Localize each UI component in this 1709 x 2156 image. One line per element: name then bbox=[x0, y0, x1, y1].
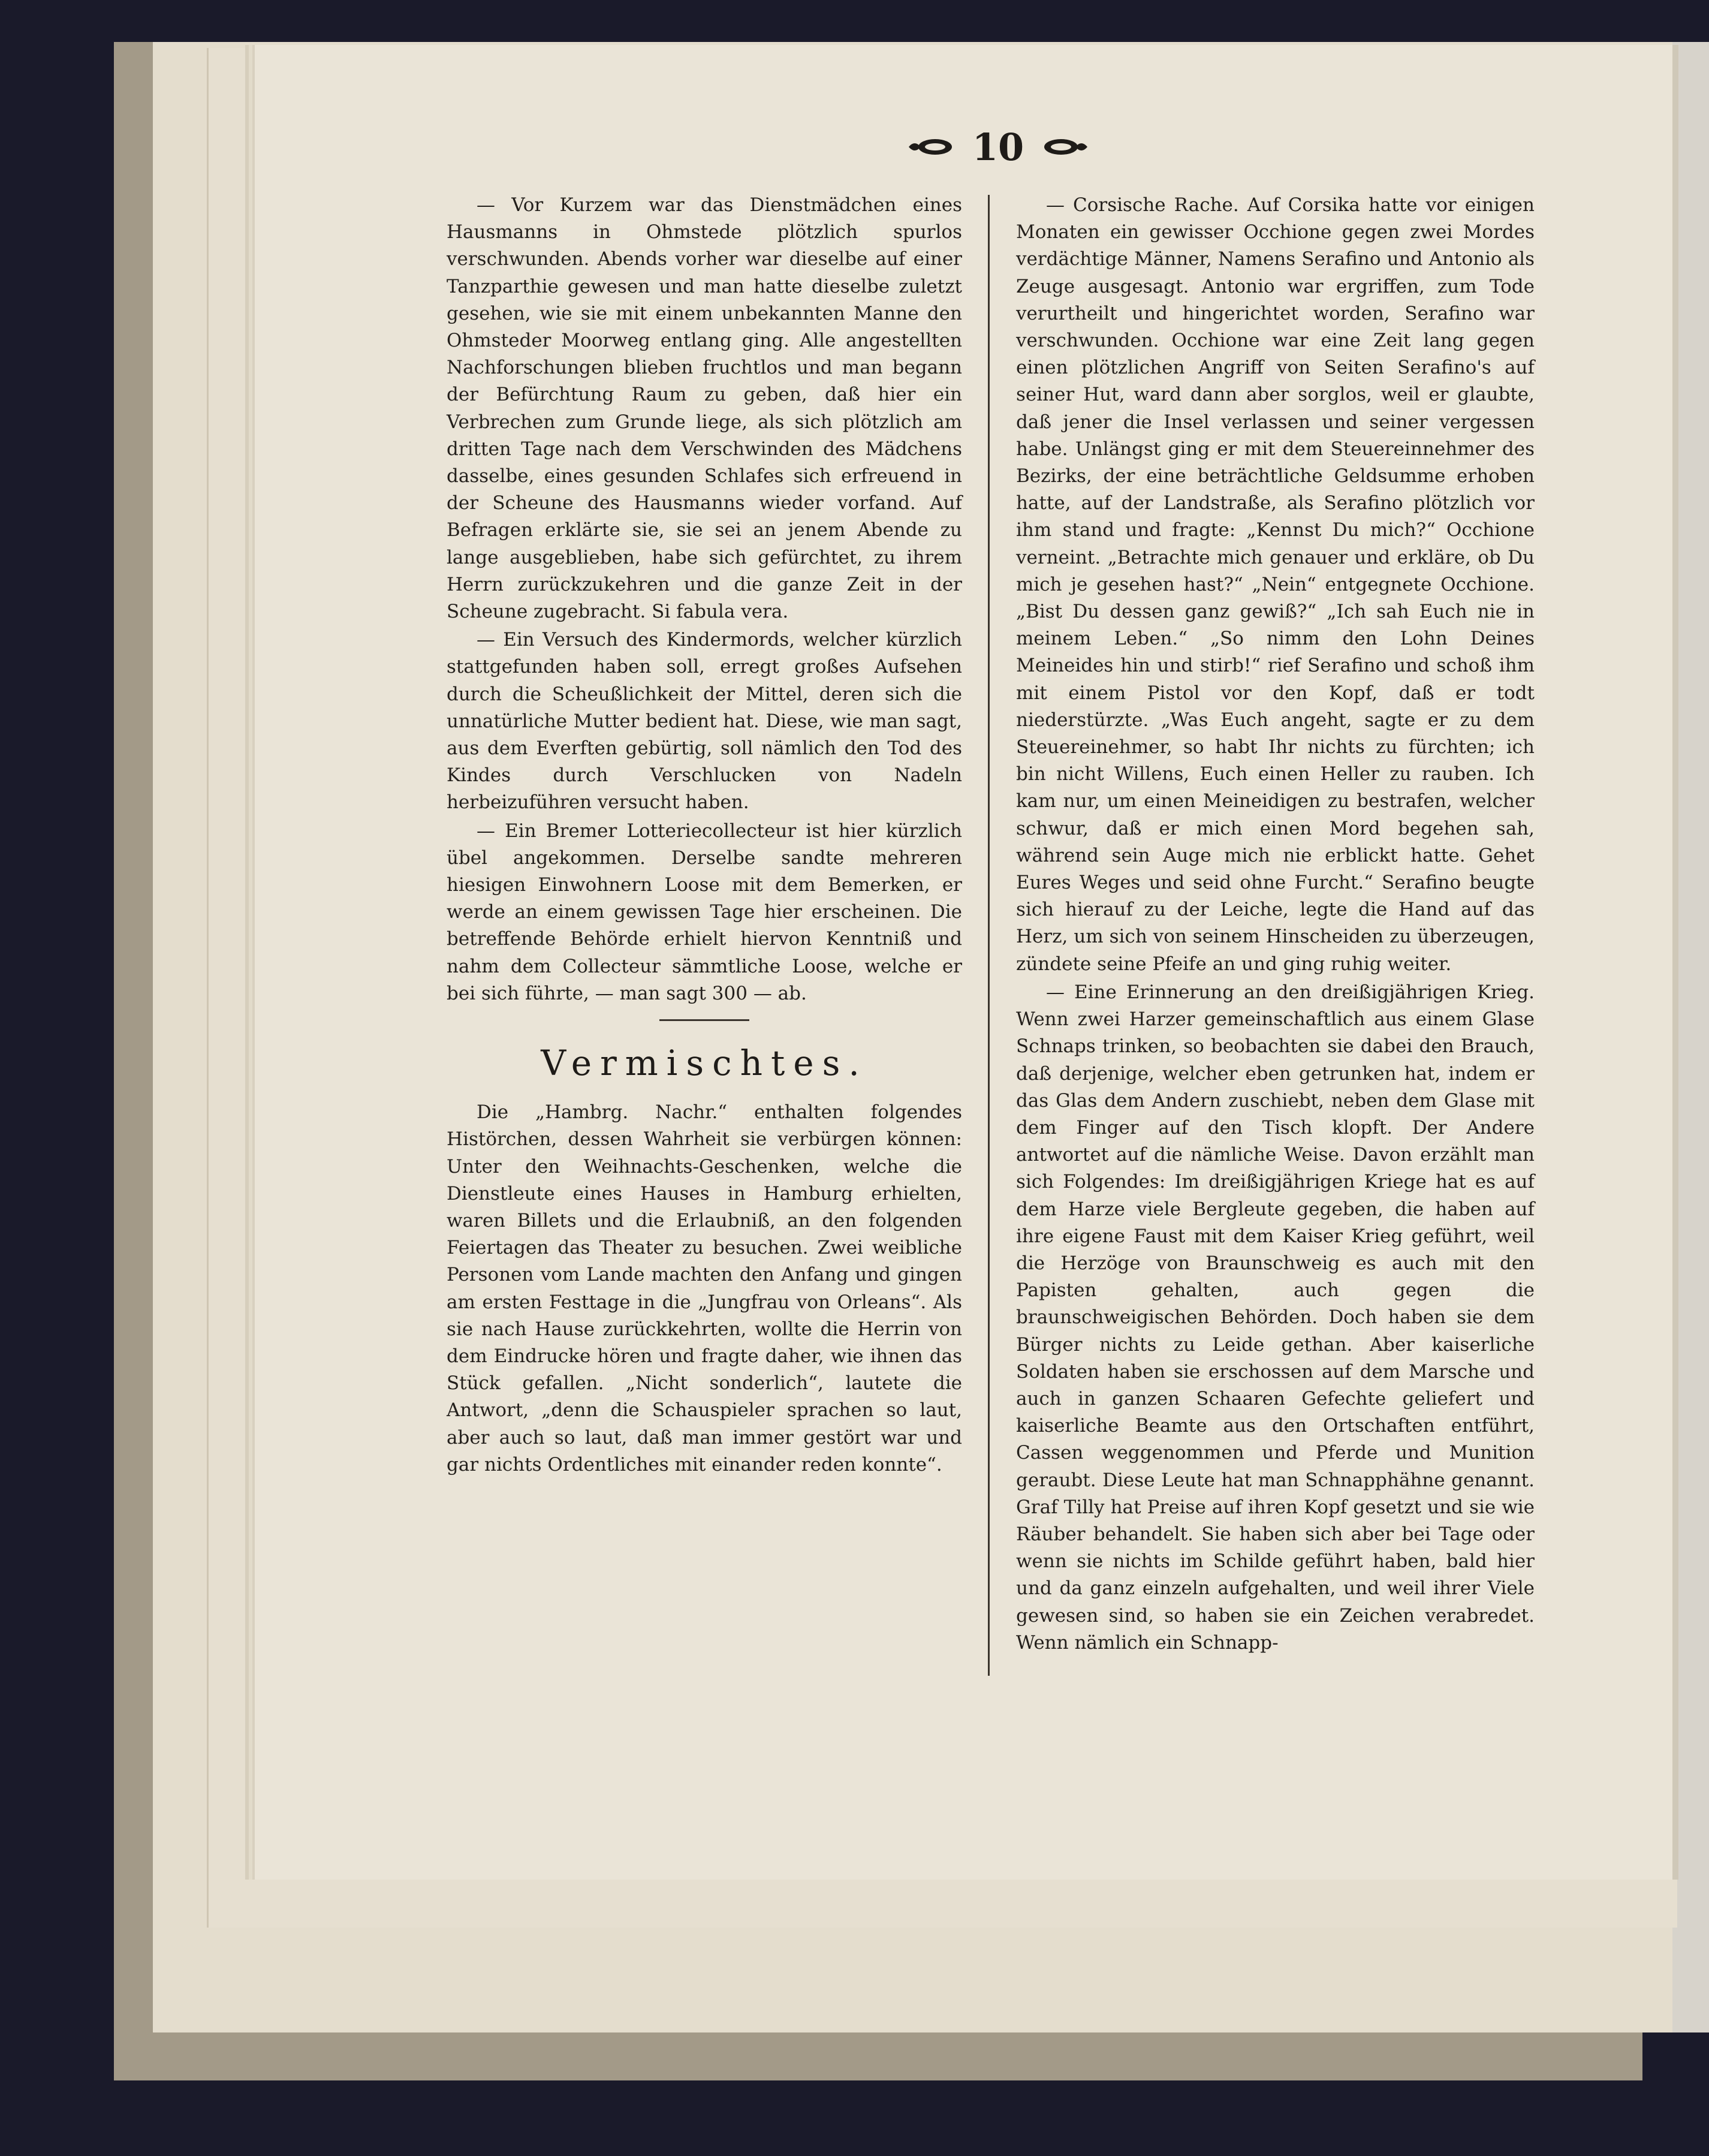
right-ornament-icon bbox=[1042, 135, 1090, 159]
page-number: 10 bbox=[972, 125, 1024, 169]
right-column bbox=[1016, 192, 1535, 1657]
article-paragraph: — Ein Versuch des Kindermords, welcher kürzlich stattgefunden haben soll, erregt großes Aufsehen durch die Scheußlichkeit der Mittel, deren sich die unnatürliche Mutter bedient hat. Diese, wie man sagt, aus dem Everften gebürtig, soll nämlich den Tod des Kindes durch Verschlucken von Nadeln herbeizuführen versucht haben. bbox=[447, 629, 962, 814]
left-ornament-icon bbox=[906, 135, 954, 159]
section-heading: Vermischtes. bbox=[541, 1043, 868, 1084]
section-divider bbox=[659, 1019, 749, 1021]
article-paragraph: — Corsische Rache. Auf Corsika hatte vor einigen Monaten ein gewisser Occhione gegen zwei Mordes verdächtige Männer, Namens Serafino und Antonio als Zeuge ausgesagt. Antonio war ergriffen, zum Tode verurtheilt und hingerichtet worden, Serafino war verschwunden. Occhione war eine Zeit lang gegen einen plötzlichen Angriff von Seiten Serafino's auf seiner Hut, ward dann aber sorglos, weil er glaubte, daß jener die Insel verlassen und seiner vergessen habe. Unlängst ging er mit dem Steuereinnehmer des Bezirks, der eine beträchtliche Geldsumme erhoben hatte, auf der Landstraße, als Serafino plötzlich vor ihm stand und fragte: „Kennst Du mich?“ Occhione verneint. „Betrachte mich genauer und erkläre, ob Du mich je gesehen hast?“ „Nein“ entgegnete Occhione. „Bist Du dessen ganz gewiß?“ „Ich sah Euch nie in meinem Leben.“ „So nimm den Lohn Deines Meineides hin und stirb!“ rief Serafino und schoß ihm mit einem Pistol vor den Kopf, daß er todt niederstürzte. „Was Euch angeht, sagte er zu dem Steuereinehmer, so habt Ihr nichts zu fürchten; ich bin nicht Willens, Euch einen Heller zu rauben. Ich kam nur, um einen Meineidigen zu bestrafen, welcher schwur, daß er mich einen Mord begehen sah, während sein Auge mich nie erblickt hatte. Gehet Eures Weges und seid ohne Furcht.“ Serafino beugte sich hierauf zu der Leiche, legte die Hand auf das Herz, um sich von seinem Hinscheiden zu überzeugen, zündete seine Pfeife an und ging ruhig weiter. bbox=[1016, 194, 1535, 975]
page-header bbox=[893, 123, 1103, 171]
page-right-edge bbox=[1672, 45, 1678, 1880]
column-divider bbox=[988, 195, 990, 1676]
article-paragraph: Die „Hambrg. Nachr.“ enthalten folgendes Histörchen, dessen Wahrheit sie verbürgen können: Unter den Weihnachts-Geschenken, welche die Dienstleute eines Hauses in Hamburg erhielten, waren Billets und die Erlaubniß, an den folgenden Feiertagen das Theater zu besuchen. Zwei weibliche Personen vom Lande machten den Anfang und gingen am ersten Festtage in die „Jungfrau von Orleans“. Als sie nach Hause zurückkehrten, wollte die Herrin von dem Eindrucke hören und fragte daher, wie ihnen das Stück gefallen. „Nicht sonderlich“, lautete die Antwort, „denn die Schauspieler sprachen so laut, aber auch so laut, daß man immer gestört war und gar nichts Ordentliches mit einander reden konnte“. bbox=[447, 1101, 962, 1476]
article-paragraph: — Ein Bremer Lotteriecollecteur ist hier kürzlich übel angekommen. Derselbe sandte mehreren hiesigen Einwohnern Loose mit dem Bemerken, er werde an einem gewissen Tage hier erscheinen. Die betreffende Behörde erhielt hiervon Kenntniß und nahm dem Collecteur sämmtliche Loose, welche er bei sich führte, — man sagt 300 — ab. bbox=[447, 820, 962, 1004]
article-paragraph: — Vor Kurzem war das Dienstmädchen eines Hausmanns in Ohmstede plötzlich spurlos verschwunden. Abends vorher war dieselbe auf einer Tanzparthie gewesen und man hatte dieselbe zuletzt gesehen, wie sie mit einem unbekannten Manne den Ohmsteder Moorweg entlang ging. Alle angestellten Nachforschungen blieben fruchtlos und man begann der Befürchtung Raum zu geben, daß hier ein Verbrechen zum Grunde liege, als sich plötzlich am dritten Tage nach dem Verschwinden des Mädchens dasselbe, eines gesunden Schlafes sich erfreuend in der Scheune des Hausmanns wieder vorfand. Auf Befragen erklärte sie, sie sei an jenem Abende zu lange ausgeblieben, habe sich gefürchtet, zu ihrem Herrn zurückzukehren und die ganze Zeit in der Scheune zugebracht. Si fabula vera. bbox=[447, 194, 962, 623]
article-paragraph: — Eine Erinnerung an den dreißigjährigen Krieg. Wenn zwei Harzer gemeinschaftlich aus einem Glase Schnaps trinken, so beobachten sie dabei den Brauch, daß derjenige, welcher eben getrunken hat, indem er das Glas dem Andern zuschiebt, neben dem Glase mit dem Finger auf den Tisch klopft. Der Andere antwortet auf die nämliche Weise. Davon erzählt man sich Folgendes: Im dreißigjährigen Kriege hat es auf dem Harze viele Bergleute gegeben, die haben auf ihre eigene Faust mit dem Kaiser Krieg geführt, weil die Herzöge von Braunschweig es auch mit den Papisten gehalten, auch gegen die braunschweigischen Behörden. Doch haben sie dem Bürger nichts zu Leide gethan. Aber kaiserliche Soldaten haben sie erschossen auf dem Marsche und auch in ganzen Schaaren Gefechte geliefert und kaiserliche Beamte aus den Ortschaften entführt, Cassen weggenommen und Pferde und Munition geraubt. Diese Leute hat man Schnapphähne genannt. Graf Tilly hat Preise auf ihren Kopf gesetzt und sie wie Räuber behandelt. Sie haben sich aber bei Tage oder wenn sie nichts im Schilde geführt haben, bald hier und da ganz einzeln aufgehalten, und weil ihrer Viele gewesen sind, so haben sie ein Zeichen verabredet. Wenn nämlich ein Schnapp- bbox=[1016, 981, 1535, 1654]
left-column bbox=[447, 192, 962, 1479]
